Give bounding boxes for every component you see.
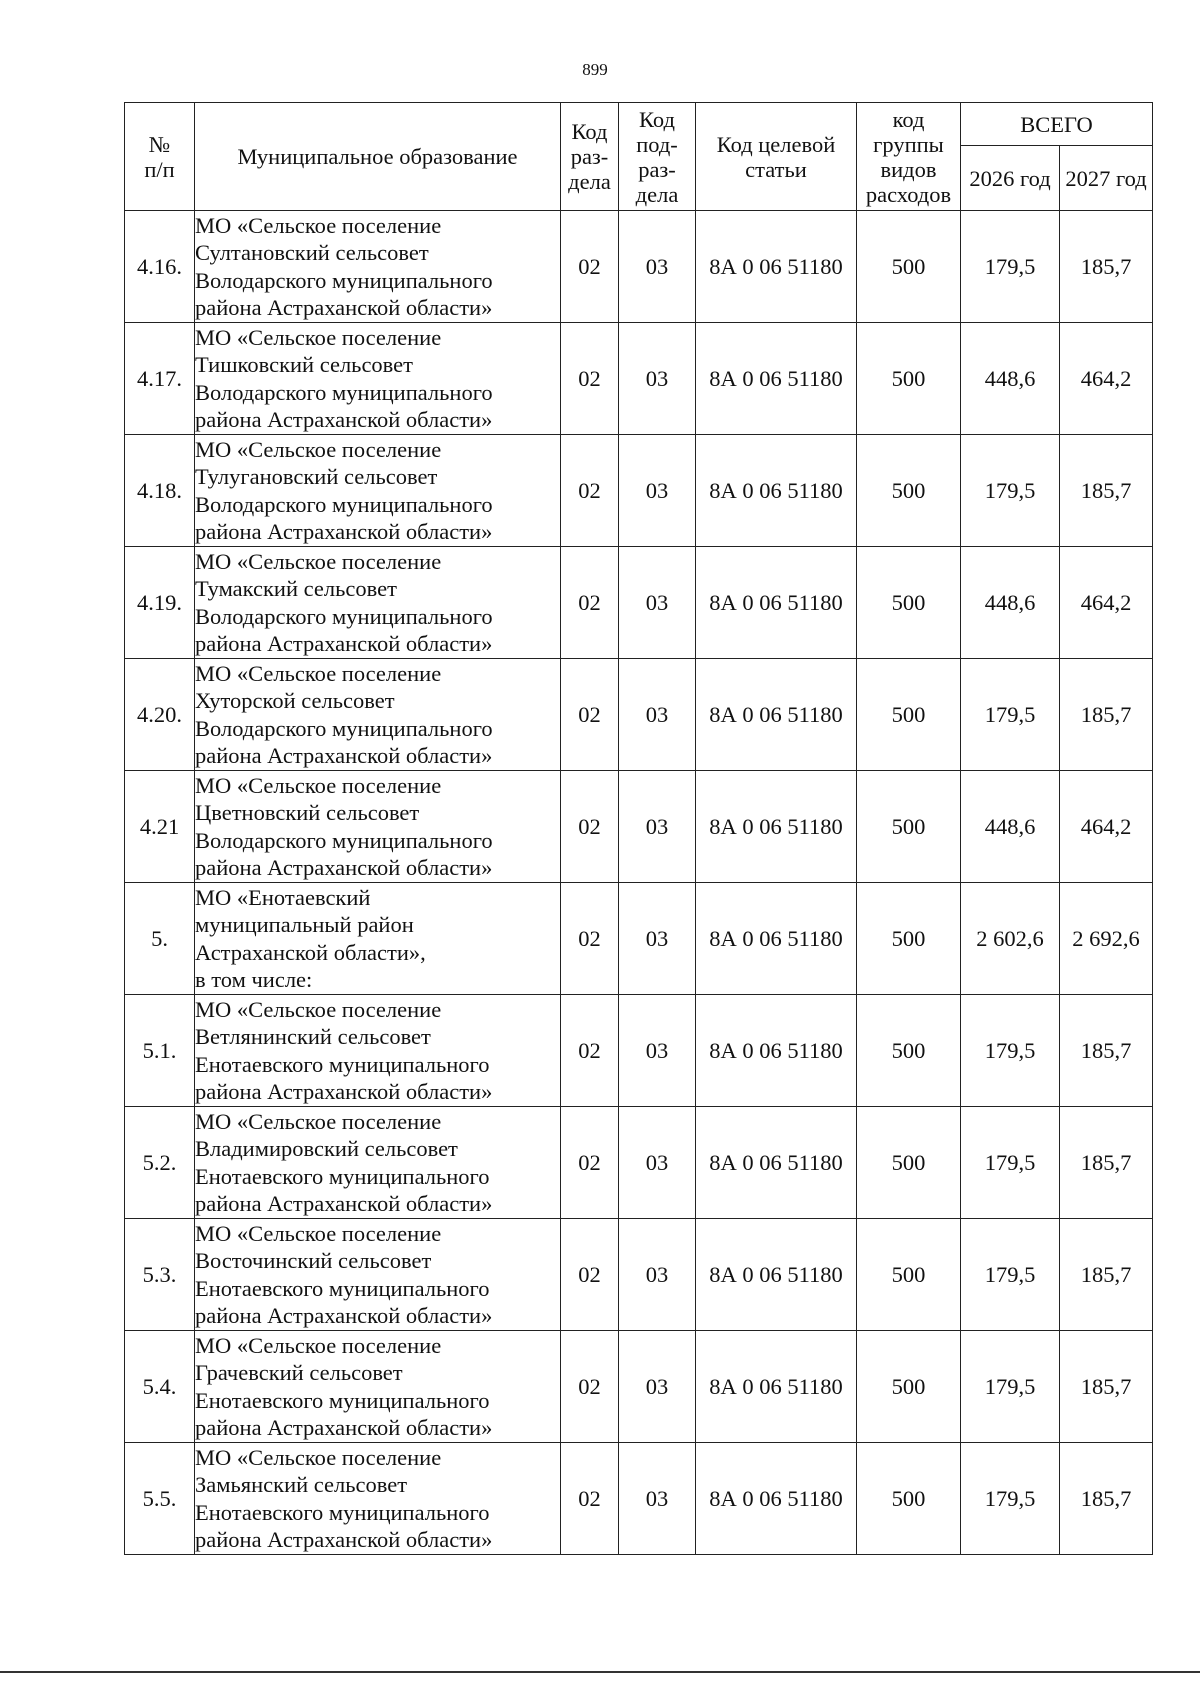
table-row <box>125 323 1153 435</box>
amount-2027: 2 692,6 <box>1060 883 1153 995</box>
page-number: 899 <box>582 60 608 79</box>
section-code: 02 <box>561 435 619 547</box>
amount-2026: 179,5 <box>961 211 1060 323</box>
amount-2026: 448,6 <box>961 323 1060 435</box>
target-code: 8А 0 06 51180 <box>696 1331 857 1443</box>
table-row <box>125 659 1153 771</box>
header-target-code: Код целевой статьи <box>696 103 857 211</box>
amount-2026: 179,5 <box>961 995 1060 1107</box>
row-number: 4.18. <box>125 435 195 547</box>
row-number: 4.17. <box>125 323 195 435</box>
row-number: 4.21 <box>125 771 195 883</box>
table-row <box>125 883 1153 995</box>
target-code: 8А 0 06 51180 <box>696 435 857 547</box>
row-number: 4.16. <box>125 211 195 323</box>
expense-group-code: 500 <box>857 659 961 771</box>
header-municipality: Муниципальное образование <box>195 103 561 211</box>
section-code: 02 <box>561 1219 619 1331</box>
target-code: 8А 0 06 51180 <box>696 883 857 995</box>
table-row <box>125 547 1153 659</box>
municipality-name: МО «Сельское поселение Ветлянинский сельсовет Енотаевского муниципального района Астраханской области» <box>195 995 561 1107</box>
municipality-name: МО «Енотаевский муниципальный район Астраханской области», в том числе: <box>195 883 561 995</box>
municipality-name: МО «Сельское поселение Владимировский сельсовет Енотаевского муниципального района Астраханской области» <box>195 1107 561 1219</box>
subsection-code: 03 <box>619 659 696 771</box>
header-expense-group-code: код группы видов расходов <box>857 103 961 211</box>
amount-2027: 464,2 <box>1060 771 1153 883</box>
row-number: 5.3. <box>125 1219 195 1331</box>
header-year-2026: 2026 год <box>961 146 1060 211</box>
municipality-name: МО «Сельское поселение Восточинский сельсовет Енотаевского муниципального района Астраханской области» <box>195 1219 561 1331</box>
row-number: 4.19. <box>125 547 195 659</box>
subsection-code: 03 <box>619 435 696 547</box>
target-code: 8А 0 06 51180 <box>696 1107 857 1219</box>
expense-group-code: 500 <box>857 883 961 995</box>
section-code: 02 <box>561 1443 619 1555</box>
section-code: 02 <box>561 659 619 771</box>
municipality-name: МО «Сельское поселение Грачевский сельсовет Енотаевского муниципального района Астраханской области» <box>195 1331 561 1443</box>
expense-group-code: 500 <box>857 211 961 323</box>
table-row <box>125 435 1153 547</box>
row-number: 5. <box>125 883 195 995</box>
expense-group-code: 500 <box>857 995 961 1107</box>
subsection-code: 03 <box>619 1331 696 1443</box>
table-body <box>125 211 1153 1555</box>
budget-allocation-table <box>124 102 1153 1555</box>
expense-group-code: 500 <box>857 1331 961 1443</box>
table-row <box>125 1331 1153 1443</box>
row-number: 5.1. <box>125 995 195 1107</box>
subsection-code: 03 <box>619 771 696 883</box>
section-code: 02 <box>561 323 619 435</box>
amount-2027: 185,7 <box>1060 1443 1153 1555</box>
municipality-name: МО «Сельское поселение Хуторской сельсовет Володарского муниципального района Астраханской области» <box>195 659 561 771</box>
table-row <box>125 1107 1153 1219</box>
row-number: 5.4. <box>125 1331 195 1443</box>
amount-2026: 179,5 <box>961 1443 1060 1555</box>
amount-2027: 464,2 <box>1060 323 1153 435</box>
section-code: 02 <box>561 1331 619 1443</box>
section-code: 02 <box>561 547 619 659</box>
table-row <box>125 1443 1153 1555</box>
row-number: 5.5. <box>125 1443 195 1555</box>
header-num: № п/п <box>125 103 195 211</box>
section-code: 02 <box>561 883 619 995</box>
row-number: 5.2. <box>125 1107 195 1219</box>
amount-2027: 185,7 <box>1060 211 1153 323</box>
section-code: 02 <box>561 211 619 323</box>
amount-2026: 448,6 <box>961 547 1060 659</box>
table-row <box>125 1219 1153 1331</box>
subsection-code: 03 <box>619 995 696 1107</box>
expense-group-code: 500 <box>857 1443 961 1555</box>
bottom-rule <box>0 1671 1200 1673</box>
amount-2027: 185,7 <box>1060 1219 1153 1331</box>
amount-2027: 464,2 <box>1060 547 1153 659</box>
amount-2026: 448,6 <box>961 771 1060 883</box>
section-code: 02 <box>561 771 619 883</box>
expense-group-code: 500 <box>857 771 961 883</box>
table-header <box>125 103 1153 211</box>
amount-2026: 179,5 <box>961 435 1060 547</box>
municipality-name: МО «Сельское поселение Тумакский сельсовет Володарского муниципального района Астраханской области» <box>195 547 561 659</box>
amount-2026: 179,5 <box>961 1331 1060 1443</box>
target-code: 8А 0 06 51180 <box>696 771 857 883</box>
table-row <box>125 771 1153 883</box>
amount-2026: 179,5 <box>961 1107 1060 1219</box>
section-code: 02 <box>561 995 619 1107</box>
amount-2026: 179,5 <box>961 659 1060 771</box>
municipality-name: МО «Сельское поселение Замьянский сельсовет Енотаевского муниципального района Астраханской области» <box>195 1443 561 1555</box>
amount-2027: 185,7 <box>1060 659 1153 771</box>
target-code: 8А 0 06 51180 <box>696 995 857 1107</box>
table-row <box>125 995 1153 1107</box>
amount-2027: 185,7 <box>1060 435 1153 547</box>
expense-group-code: 500 <box>857 1107 961 1219</box>
subsection-code: 03 <box>619 1219 696 1331</box>
expense-group-code: 500 <box>857 323 961 435</box>
header-year-2027: 2027 год <box>1060 146 1153 211</box>
subsection-code: 03 <box>619 1443 696 1555</box>
amount-2027: 185,7 <box>1060 1107 1153 1219</box>
target-code: 8А 0 06 51180 <box>696 323 857 435</box>
subsection-code: 03 <box>619 1107 696 1219</box>
header-total: ВСЕГО <box>961 103 1153 146</box>
expense-group-code: 500 <box>857 547 961 659</box>
municipality-name: МО «Сельское поселение Султановский сельсовет Володарского муниципального района Астраханской области» <box>195 211 561 323</box>
amount-2027: 185,7 <box>1060 1331 1153 1443</box>
section-code: 02 <box>561 1107 619 1219</box>
table-row <box>125 211 1153 323</box>
municipality-name: МО «Сельское поселение Тишковский сельсовет Володарского муниципального района Астраханской области» <box>195 323 561 435</box>
target-code: 8А 0 06 51180 <box>696 547 857 659</box>
amount-2027: 185,7 <box>1060 995 1153 1107</box>
municipality-name: МО «Сельское поселение Тулугановский сельсовет Володарского муниципального района Астраханской области» <box>195 435 561 547</box>
target-code: 8А 0 06 51180 <box>696 211 857 323</box>
amount-2026: 2 602,6 <box>961 883 1060 995</box>
row-number: 4.20. <box>125 659 195 771</box>
subsection-code: 03 <box>619 211 696 323</box>
amount-2026: 179,5 <box>961 1219 1060 1331</box>
target-code: 8А 0 06 51180 <box>696 1443 857 1555</box>
header-subsection-code: Код под- раз- дела <box>619 103 696 211</box>
header-section-code: Код раз- дела <box>561 103 619 211</box>
subsection-code: 03 <box>619 323 696 435</box>
subsection-code: 03 <box>619 547 696 659</box>
subsection-code: 03 <box>619 883 696 995</box>
expense-group-code: 500 <box>857 1219 961 1331</box>
expense-group-code: 500 <box>857 435 961 547</box>
municipality-name: МО «Сельское поселение Цветновский сельсовет Володарского муниципального района Астраханской области» <box>195 771 561 883</box>
target-code: 8А 0 06 51180 <box>696 1219 857 1331</box>
target-code: 8А 0 06 51180 <box>696 659 857 771</box>
